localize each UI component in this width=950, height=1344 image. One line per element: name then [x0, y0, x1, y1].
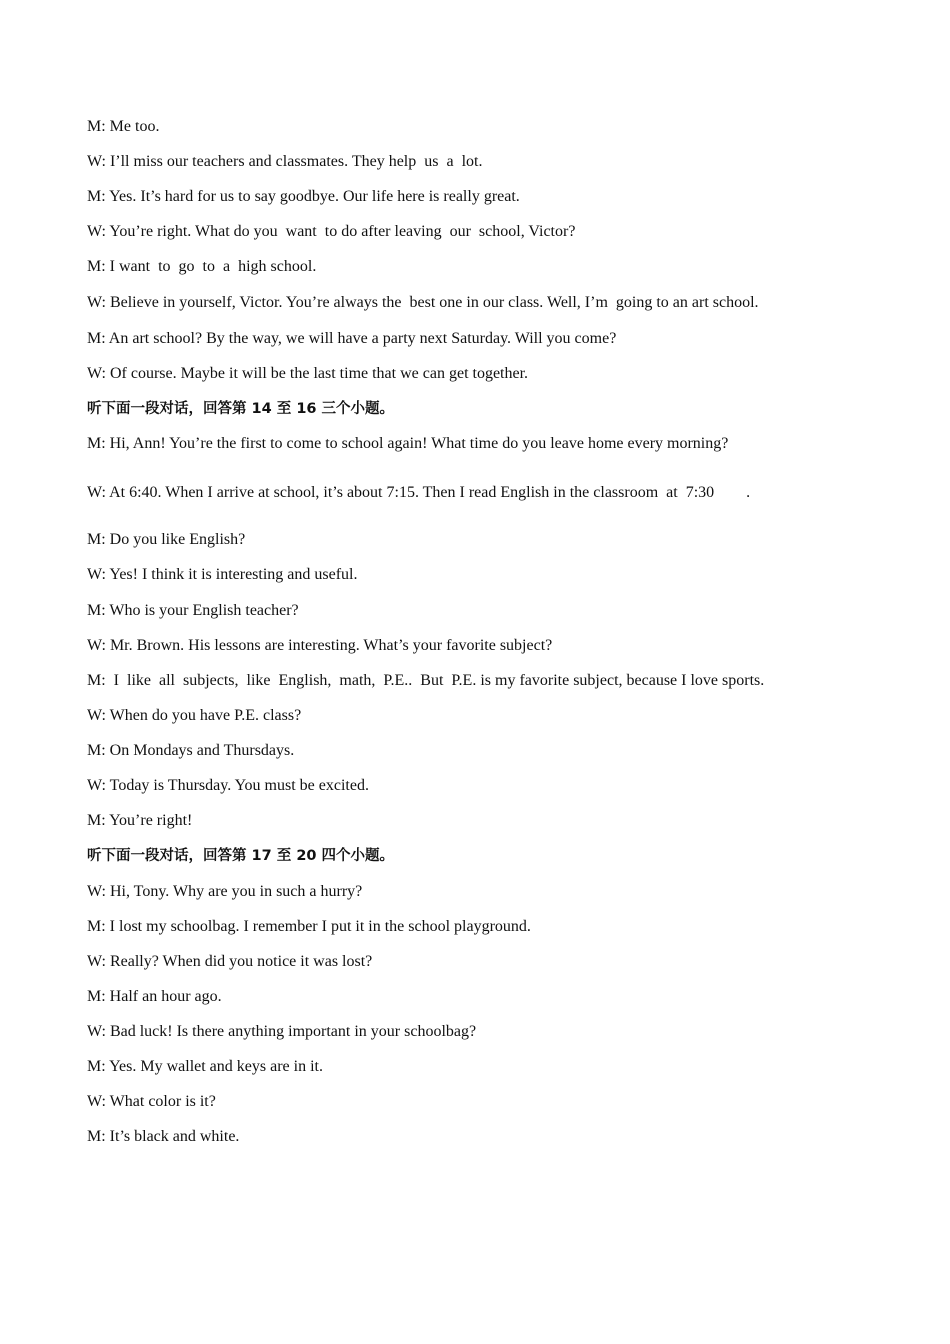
section-heading: 听下面一段对话，回答第 17 至 20 四个小题。	[87, 848, 395, 864]
dialogue-line: W: Really? When did you notice it was lost?	[87, 953, 373, 970]
dialogue-line: M: Yes. It’s hard for us to say goodbye. Our life here is really great.	[87, 188, 520, 205]
dialogue-line: M: It’s black and white.	[87, 1128, 240, 1145]
dialogue-line: M: Half an hour ago.	[87, 988, 222, 1005]
dialogue-line: M: I like all subjects, like English, math, P.E.. But P.E. is my favorite subject, because I love sports.	[87, 672, 765, 689]
dialogue-line: W: You’re right. What do you want to do after leaving our school, Victor?	[87, 223, 576, 240]
dialogue-line: W: Believe in yourself, Victor. You’re always the best one in our class. Well, I’m going to an art school.	[87, 294, 759, 311]
dialogue-line: W: What color is it?	[87, 1093, 216, 1110]
dialogue-line: W: When do you have P.E. class?	[87, 707, 302, 724]
dialogue-line: W: Hi, Tony. Why are you in such a hurry?	[87, 883, 363, 900]
dialogue-line: W: Today is Thursday. You must be excited.	[87, 777, 369, 794]
dialogue-line: M: An art school? By the way, we will have a party next Saturday. Will you come?	[87, 330, 617, 347]
dialogue-line: W: At 6:40. When I arrive at school, it’s about 7:15. Then I read English in the classroom at 7:30 .	[87, 484, 751, 501]
dialogue-line: M: Yes. My wallet and keys are in it.	[87, 1058, 323, 1075]
dialogue-line: M: Me too.	[87, 118, 160, 135]
dialogue-line: W: Yes! I think it is interesting and useful.	[87, 566, 358, 583]
dialogue-line: M: I lost my schoolbag. I remember I put it in the school playground.	[87, 918, 531, 935]
dialogue-line: M: I want to go to a high school.	[87, 258, 317, 275]
section-heading: 听下面一段对话，回答第 14 至 16 三个小题。	[87, 401, 395, 417]
dialogue-line: M: You’re right!	[87, 812, 193, 829]
dialogue-line: M: Hi, Ann! You’re the first to come to school again! What time do you leave home every morning?	[87, 435, 729, 452]
dialogue-line: W: Bad luck! Is there anything important in your schoolbag?	[87, 1023, 477, 1040]
dialogue-line: W: Mr. Brown. His lessons are interesting. What’s your favorite subject?	[87, 637, 553, 654]
dialogue-line: M: Do you like English?	[87, 531, 246, 548]
dialogue-line: M: Who is your English teacher?	[87, 602, 299, 619]
dialogue-line: W: I’ll miss our teachers and classmates. They help us a lot.	[87, 153, 483, 170]
dialogue-line: M: On Mondays and Thursdays.	[87, 742, 295, 759]
dialogue-line: W: Of course. Maybe it will be the last time that we can get together.	[87, 365, 529, 382]
